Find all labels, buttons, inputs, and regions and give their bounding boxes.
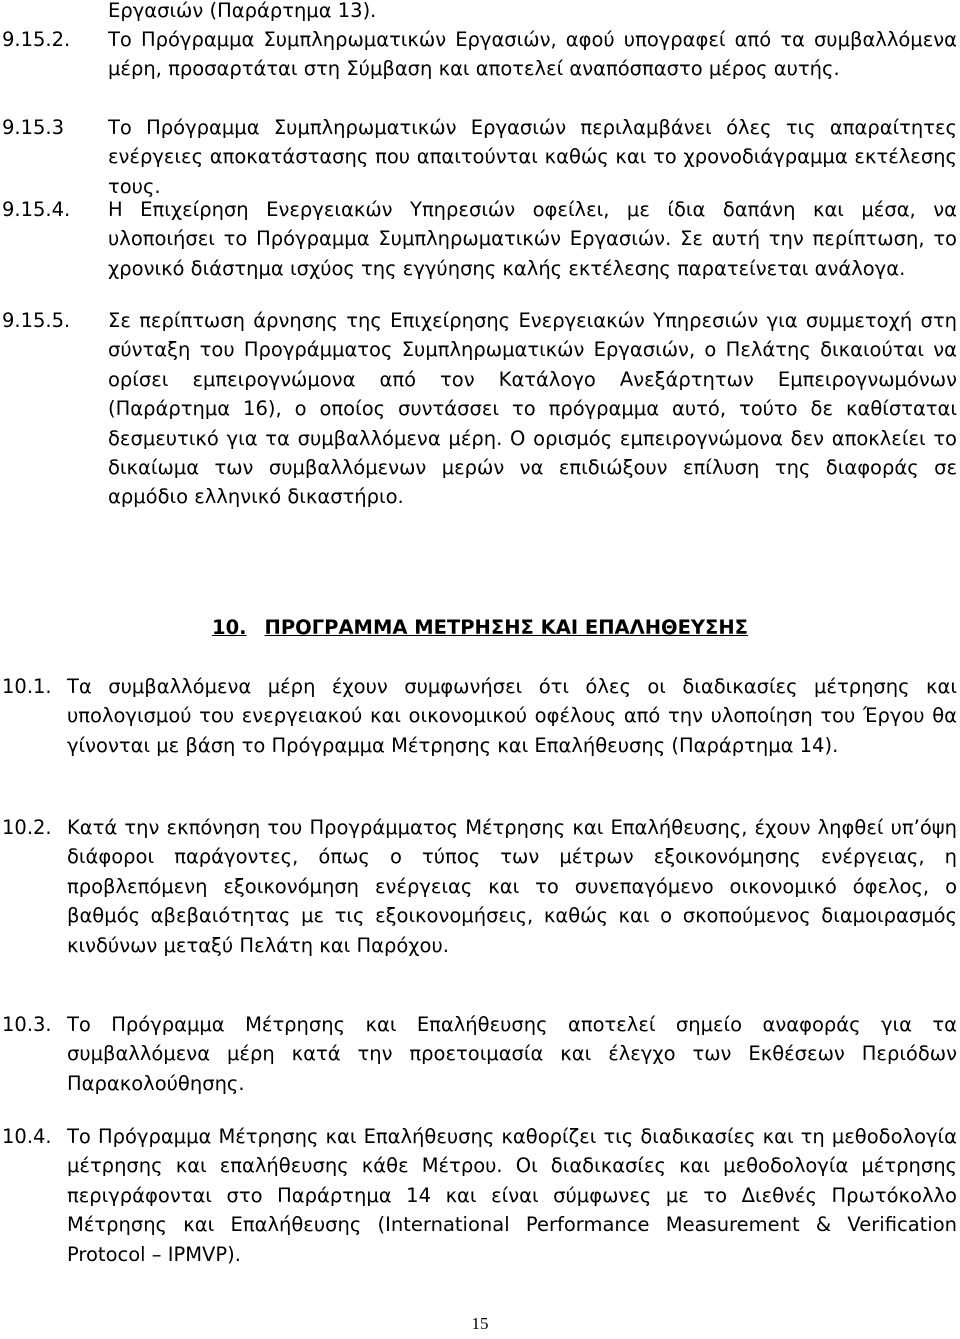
clause-number: 10.2. <box>2 816 52 839</box>
clause-text: Κατά την εκπόνηση του Προγράμματος Μέτρησης και Επαλήθευσης, έχουν ληφθεί υπ’όψη διάφοροι παράγοντες, όπως ο τύπος των μέτρων εξοικονόμησης ενέργειας, η προβλεπόμενη εξοικονόμηση ενέργειας και το συνεπαγόμενο οικονομικό όφελος, ο βαθμός αβεβαιότητας με τις εξοικονομήσεις, καθώς και ο σκοπούμενος διαμοιρασμός κινδύνων μεταξύ Πελάτη και Παρόχου. <box>67 816 957 957</box>
section-title: ΠΡΟΓΡΑΜΜΑ ΜΕΤΡΗΣΗΣ ΚΑΙ ΕΠΑΛΗΘΕΥΣΗΣ <box>264 616 748 639</box>
clause-text: Τα συμβαλλόμενα μέρη έχουν συμφωνήσει ότι όλες οι διαδικασίες μέτρησης και υπολογισμού του ενεργειακού και οικονομικού οφέλους από την υλοποίηση του Έργου θα γίνονται με βάση το Πρόγραμμα Μέτρησης και Επαλήθευσης (Παράρτημα 14). <box>67 675 957 757</box>
clause-number: 10.1. <box>2 675 52 698</box>
clause-number: 9.15.2. <box>2 28 71 51</box>
page-number: 15 <box>471 1314 489 1333</box>
section-10-heading <box>0 613 960 643</box>
clause-number: 9.15.5. <box>2 309 71 332</box>
continuation-line: Εργασιών (Παράρτημα 13). <box>108 0 377 22</box>
section-number: 10. <box>212 616 247 639</box>
clause-number: 10.3. <box>2 1013 52 1036</box>
clause-text: Το Πρόγραμμα Συμπληρωματικών Εργασιών, αφού υπογραφεί από τα συμβαλλόμενα μέρη, προσαρτάται στη Σύμβαση και αποτελεί αναπόσπαστο μέρος αυτής. <box>108 28 957 81</box>
clause-number: 9.15.3 <box>2 116 65 139</box>
clause-number: 10.4. <box>2 1125 52 1148</box>
clause-text: Σε περίπτωση άρνησης της Επιχείρησης Ενεργειακών Υπηρεσιών για συμμετοχή στη σύνταξη του Προγράμματος Συμπληρωματικών Εργασιών, ο Πελάτης δικαιούται να ορίσει εμπειρογνώμονα από τον Κατάλογο Ανεξάρτητων Εμπειρογνωμόνων (Παράρτημα 16), ο οποίος συντάσσει το πρόγραμμα αυτό, τούτο δε καθίσταται δεσμευτικό για τα συμβαλλόμενα μέρη. Ο ορισμός εμπειρογνώμονα δεν αποκλείει το δικαίωμα των συμβαλλόμενων μερών να επιδιώξουν επίλυση της διαφοράς σε αρμόδιο ελληνικό δικαστήριο. <box>108 309 957 509</box>
clause-text: Το Πρόγραμμα Μέτρησης και Επαλήθευσης αποτελεί σημείο αναφοράς για τα συμβαλλόμενα μέρη κατά την προετοιμασία και έλεγχο των Εκθέσεων Περιόδων Παρακολούθησης. <box>67 1013 957 1095</box>
clause-number: 9.15.4. <box>2 198 71 221</box>
clause-text: Το Πρόγραμμα Μέτρησης και Επαλήθευσης καθορίζει τις διαδικασίες και τη μεθοδολογία μέτρησης και επαλήθευσης κάθε Μέτρου. Οι διαδικασίες και μεθοδολογία μέτρησης περιγράφονται στο Παράρτημα 14 και είναι σύμφωνες με το Διεθνές Πρωτόκολλο Μέτρησης και Επαλήθευσης (International Performance Measurement & Verification Protocol – IPMVP). <box>67 1125 957 1266</box>
clause-text: Το Πρόγραμμα Συμπληρωματικών Εργασιών περιλαμβάνει όλες τις απαραίτητες ενέργειες αποκατάστασης που απαιτούνται καθώς και το χρονοδιάγραμμα εκτέλεσης τους. <box>108 116 957 198</box>
clause-text: Η Επιχείρηση Ενεργειακών Υπηρεσιών οφείλει, με ίδια δαπάνη και μέσα, να υλοποιήσει το Πρόγραμμα Συμπληρωματικών Εργασιών. Σε αυτή την περίπτωση, το χρονικό διάστημα ισχύος της εγγύησης καλής εκτέλεσης παρατείνεται ανάλογα. <box>108 198 957 280</box>
